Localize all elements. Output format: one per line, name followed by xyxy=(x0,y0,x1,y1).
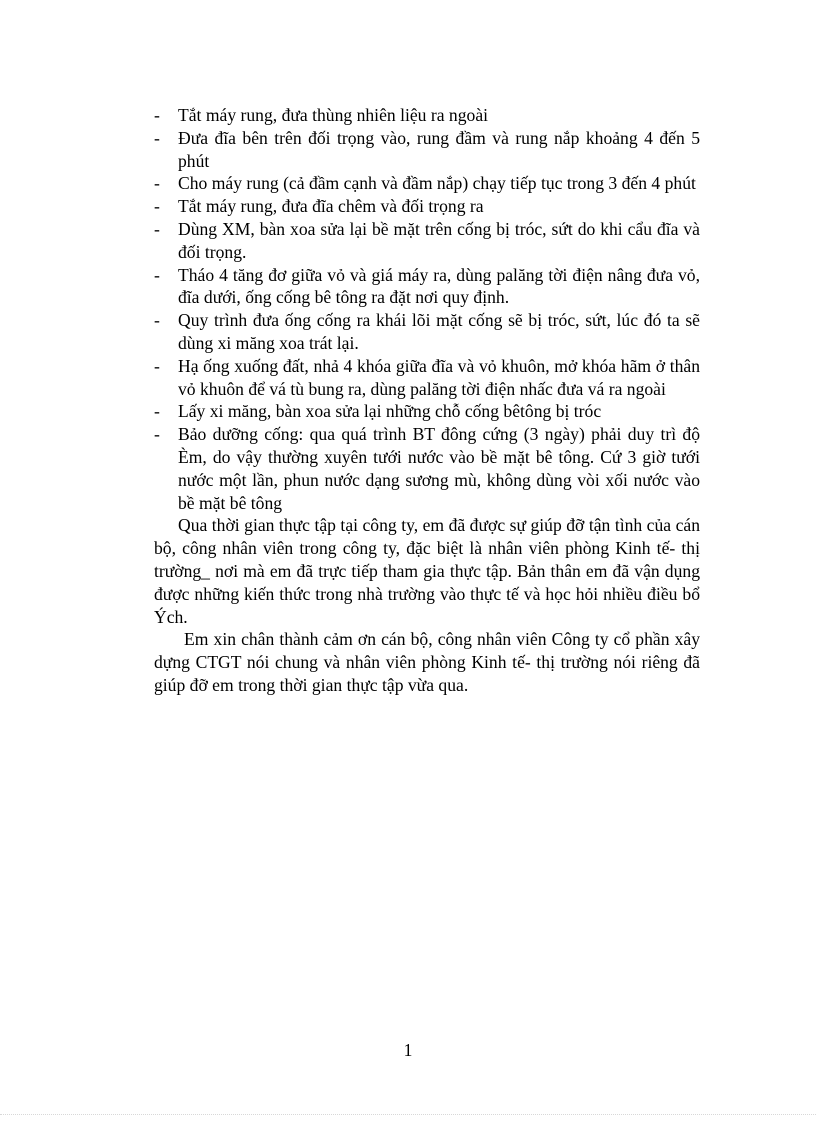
list-item xyxy=(154,400,700,423)
list-item-text: Tắt máy rung, đưa đĩa chêm và đối trọng ra xyxy=(178,196,484,217)
list-item-text: Đưa đĩa bên trên đối trọng vào, rung đầm và rung nắp khoảng 4 đến 5 phút xyxy=(178,127,700,171)
list-item-text: Hạ ống xuống đất, nhả 4 khóa giữa đĩa và vỏ khuôn, mở khóa hãm ở thân vỏ khuôn để vá tù bung ra, dùng palăng tời điện nhấc đưa vá ra ngoài xyxy=(178,355,700,399)
list-item xyxy=(154,218,700,264)
bullet-dash: - xyxy=(154,218,160,239)
list-item xyxy=(154,264,700,310)
bullet-dash: - xyxy=(154,264,160,285)
procedure-list xyxy=(154,104,700,514)
list-item-text: Tắt máy rung, đưa thùng nhiên liệu ra ngoài xyxy=(178,105,489,125)
list-item xyxy=(154,172,700,195)
page-bottom-divider xyxy=(0,1114,816,1115)
bullet-dash: - xyxy=(154,196,160,217)
list-item-text: Tháo 4 tăng đơ giữa vỏ và giá máy ra, dùng palăng tời điện nâng đưa vỏ, đĩa dưới, ống cống bê tông ra đặt nơi quy định. xyxy=(178,264,700,308)
bullet-dash: - xyxy=(154,355,160,376)
list-item-text: Bảo dưỡng cống: qua quá trình BT đông cứng (3 ngày) phải duy trì độ Èm, do vậy thường xuyên tưới nước vào bề mặt bê tông. Cứ 3 giờ tưới nước một lần, phun nước dạng sương mù, không dùng vòi xối nước vào bề mặt bê tông xyxy=(178,424,700,513)
bullet-dash: - xyxy=(154,401,160,422)
list-item xyxy=(154,309,700,355)
closing-paragraph-internship: Qua thời gian thực tập tại công ty, em đã được sự giúp đỡ tận tình của cán bộ, công nhân viên trong công ty, đặc biệt là nhân viên phòng Kinh tế- thị trường_ nơi mà em đã trực tiếp tham gia thực tập. Bản thân em đã vận dụng được những kiến thức trong nhà trường vào thực tế và học hỏi nhiều điều bổ Ých. xyxy=(154,515,700,627)
closing-paragraph-thanks: Em xin chân thành cảm ơn cán bộ, công nhân viên Công ty cổ phần xây dựng CTGT nói chung và nhân viên phòng Kinh tế- thị trường nói riêng đã giúp đỡ em trong thời gian thực tập vừa qua. xyxy=(154,629,700,695)
list-item xyxy=(154,355,700,401)
document-body xyxy=(154,104,700,697)
page-number: 1 xyxy=(403,1040,413,1060)
list-item-text: Cho máy rung (cả đầm cạnh và đầm nắp) chạy tiếp tục trong 3 đến 4 phút xyxy=(178,173,696,194)
list-item-text: Dùng XM, bàn xoa sửa lại bề mặt trên cống bị tróc, sứt do khi cẩu đĩa và đối trọng. xyxy=(178,218,700,262)
bullet-dash: - xyxy=(154,127,160,148)
list-item xyxy=(154,127,700,173)
list-item xyxy=(154,195,700,218)
bullet-dash: - xyxy=(154,173,160,194)
list-item-text: Quy trình đưa ống cống ra khái lõi mặt cống sẽ bị tróc, sứt, lúc đó ta sẽ dùng xi măng xoa trát lại. xyxy=(178,310,700,353)
bullet-dash: - xyxy=(154,105,160,125)
list-item xyxy=(154,104,700,127)
list-item xyxy=(154,423,700,514)
bullet-dash: - xyxy=(154,424,160,445)
list-item-text: Lấy xi măng, bàn xoa sửa lại những chỗ cống bêtông bị tróc xyxy=(178,401,602,422)
bullet-dash: - xyxy=(154,310,160,331)
